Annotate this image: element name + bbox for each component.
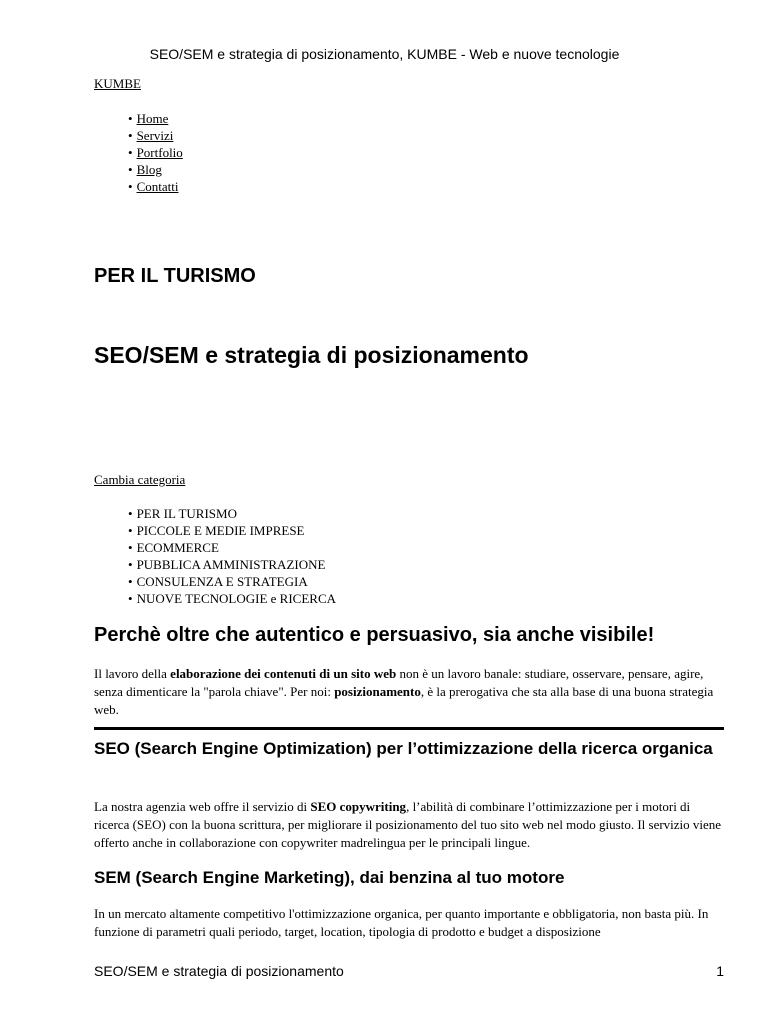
bold-text: SEO copywriting <box>310 799 407 814</box>
page-number: 1 <box>716 963 724 979</box>
category-item: • PER IL TURISMO <box>128 505 336 522</box>
paragraph-seo <box>94 798 724 852</box>
brand-link[interactable]: KUMBE <box>94 76 141 91</box>
nav-item-portfolio <box>128 144 183 161</box>
bold-text: posizionamento <box>334 684 421 699</box>
page-header: SEO/SEM e strategia di posizionamento, KUMBE - Web e nuove tecnologie <box>149 46 620 62</box>
footer-title: SEO/SEM e strategia di posizionamento <box>94 963 344 979</box>
section-heading-seo: SEO (Search Engine Optimization) per l’ottimizzazione della ricerca organica <box>94 739 713 758</box>
paragraph-sem: In un mercato altamente competitivo l'ottimizzazione organica, per quanto importante e obbligatoria, non basta più. In funzione di parametri quali periodo, target, location, tipologia di prodotto e budget a disposizione <box>94 906 709 939</box>
nav-link-servizi[interactable]: Servizi <box>136 128 174 143</box>
nav-link-blog[interactable]: Blog <box>136 162 162 177</box>
category-list <box>128 505 336 607</box>
text-run: La nostra agenzia web offre il servizio di <box>94 799 311 814</box>
category-item: • PICCOLE E MEDIE IMPRESE <box>128 522 336 539</box>
category-item: • ECOMMERCE <box>128 539 336 556</box>
text-run: non è un lavoro banale: studiare, osservare, pensare, agire, senza dimenticare la "parola chiave". Per noi: <box>94 666 704 699</box>
nav-link-portfolio[interactable]: Portfolio <box>136 145 183 160</box>
nav-item-contatti <box>128 178 183 195</box>
nav-item-home <box>128 110 183 127</box>
nav-link-contatti[interactable]: Contatti <box>136 179 179 194</box>
category-item: • CONSULENZA E STRATEGIA <box>128 573 336 590</box>
text-run: , è la prerogativa che sta alla base di una buona strategia web. <box>94 684 714 717</box>
page-title: SEO/SEM e strategia di posizionamento <box>94 342 529 368</box>
category-item: • NUOVE TECNOLOGIE e RICERCA <box>128 590 336 607</box>
paragraph-content-elaboration <box>94 665 724 719</box>
nav-item-blog <box>128 161 183 178</box>
horizontal-divider <box>94 727 724 730</box>
category-heading: PER IL TURISMO <box>94 265 256 287</box>
category-item: • PUBBLICA AMMINISTRAZIONE <box>128 556 336 573</box>
bold-text: elaborazione dei contenuti di un sito web <box>170 666 397 681</box>
change-category-link[interactable]: Cambia categoria <box>94 472 186 487</box>
text-run: , l’abilità di combinare l’ottimizzazione per i motori di ricerca (SEO) con la buona scrittura, per migliorare il posizionamento del tuo sito web nel modo giusto. Il servizio viene offerto anche in collaborazione con copywriter madrelingua per le principali lingue. <box>94 799 722 850</box>
main-nav <box>128 110 183 195</box>
text-run: Il lavoro della <box>94 666 171 681</box>
nav-link-home[interactable]: Home <box>136 111 169 126</box>
section-heading-visibility: Perchè oltre che autentico e persuasivo, sia anche visibile! <box>94 624 655 646</box>
section-heading-sem: SEM (Search Engine Marketing), dai benzina al tuo motore <box>94 868 565 887</box>
nav-item-servizi <box>128 127 183 144</box>
